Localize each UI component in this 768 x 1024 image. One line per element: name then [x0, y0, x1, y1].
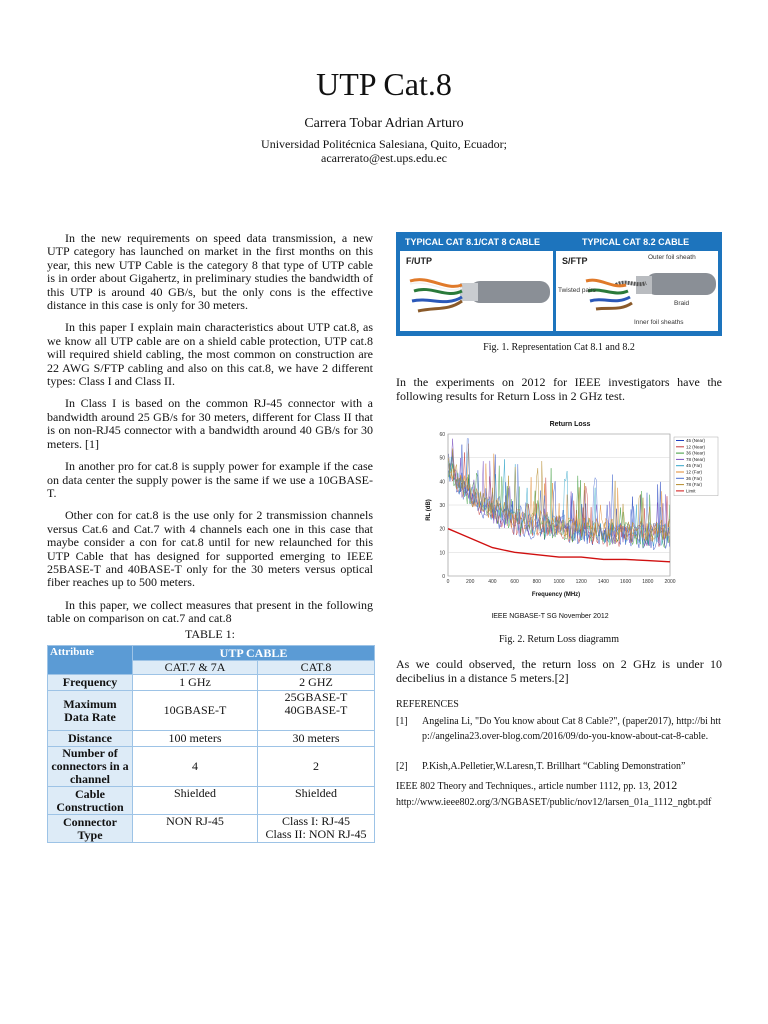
- y-tick-label: 50: [439, 455, 445, 462]
- reference-continuation: [396, 778, 722, 794]
- col-cat8-header: CAT.8: [258, 661, 375, 675]
- reference-source: IEEE 802 Theory and Techniques., article number 1112, pp. 13,: [396, 781, 654, 792]
- value-line: 40GBASE-T: [284, 703, 348, 717]
- utp-cable-header: UTP CABLE: [133, 646, 375, 661]
- legend-entry: 78 (Near): [686, 456, 706, 462]
- value-cell: [258, 691, 375, 731]
- table-row: [48, 747, 375, 787]
- x-tick-label: 1200: [575, 579, 587, 585]
- attr-cell: Distance: [48, 731, 133, 747]
- legend-entry: 12 (Near): [686, 444, 706, 450]
- fig1-label-left: TYPICAL CAT 8.1/CAT 8 CABLE: [405, 237, 541, 247]
- fig2-caption: Fig. 2. Return Loss diagramm: [499, 634, 619, 645]
- return-loss-chart: [420, 412, 720, 628]
- fig1-label-right: TYPICAL CAT 8.2 CABLE: [582, 237, 690, 247]
- col-cat7-header: CAT.7 & 7A: [133, 661, 258, 675]
- value-cell: Shielded: [258, 787, 375, 815]
- legend-entry: 45 (Far): [686, 463, 703, 469]
- reference-year: 2012: [653, 778, 678, 792]
- attr-cell: Number of connectors in a channel: [48, 747, 133, 787]
- reference-text[interactable]: Angelina Li, "Do You know about Cat 8 Cable?", (paper2017), http://bi http://angelina23.over-blog.com/2016/09/do-you-know-about-cat-8-cable.: [422, 716, 721, 742]
- reference-number: [2]: [396, 761, 408, 772]
- author-name: Carrera Tobar Adrian Arturo: [304, 116, 464, 131]
- chart-x-axis-label: Frequency (MHz): [531, 592, 581, 598]
- observation-paragraph: As we could observed, the return loss on 2 GHz is under 10 decibelius in a distance 5 meters.[2]: [396, 657, 722, 685]
- chart-title: Return Loss: [549, 421, 591, 428]
- attr-cell: Cable Construction: [48, 787, 133, 815]
- value-cell: 100 meters: [133, 731, 258, 747]
- value-cell: [258, 815, 375, 843]
- value-cell: 10GBASE-T: [133, 691, 258, 731]
- legend-entry: 36 (Near): [686, 450, 706, 456]
- reference-text: P.Kish,A.Pelletier,W.Laresn,T. Brillhart “Cabling Demonstration”: [422, 761, 686, 772]
- legend-entry: Limit: [686, 488, 696, 494]
- value-line: Class I: RJ-45: [281, 814, 350, 828]
- comparison-table: [47, 645, 375, 843]
- value-cell: Shielded: [133, 787, 258, 815]
- y-tick-label: 30: [439, 503, 445, 509]
- fig1-panel-sftp: [556, 251, 718, 331]
- y-tick-label: 20: [439, 526, 445, 533]
- value-cell: NON RJ-45: [133, 815, 258, 843]
- x-tick-label: 600: [510, 579, 519, 585]
- table-row: [48, 815, 375, 843]
- table-row: [48, 787, 375, 815]
- x-tick-label: 1000: [553, 579, 565, 585]
- chart-footer: IEEE NGBASE-T SG November 2012: [491, 613, 609, 620]
- legend-entry: 12 (Far): [686, 469, 703, 475]
- callout-braid: Braid: [674, 300, 690, 307]
- futp-tag: F/UTP: [406, 256, 432, 266]
- attr-cell: Maximum Data Rate: [48, 691, 133, 731]
- left-column-body: [47, 232, 373, 635]
- attr-cell: Connector Type: [48, 815, 133, 843]
- attribute-header: Attribute: [48, 646, 133, 675]
- value-cell: 30 meters: [258, 731, 375, 747]
- reference-url[interactable]: http://www.ieee802.org/3/NGBASET/public/nov12/larsen_01a_1112_ngbt.pdf: [396, 797, 712, 808]
- paragraph: In another pro for cat.8 is supply power for example if the case on data center the supply power is the same if we use a 10GBASE-T.: [47, 459, 373, 500]
- value-line: 25GBASE-T: [284, 690, 348, 704]
- value-line: Class II: NON RJ-45: [265, 827, 367, 841]
- table-caption: TABLE 1:: [184, 627, 236, 641]
- y-tick-label: 40: [439, 479, 445, 486]
- reference-item: [396, 714, 722, 744]
- paragraph: In the new requirements on speed data transmission, a new UTP category has launched on market in the first months on this year, this new UTP Cable is the category 8 that type of UTP cable is in order about Gigahertz, in preliminary studies the bandwidth of this UTP is around 40 GB/s, but the only cons is the effective distance in this case is only for 30 meters.: [47, 231, 373, 313]
- references-heading: REFERENCES: [396, 699, 459, 710]
- fig1-panel-futp: [400, 251, 553, 331]
- y-tick-label: 0: [442, 574, 445, 580]
- x-tick-label: 200: [466, 579, 475, 585]
- paper-title: UTP Cat.8: [316, 66, 452, 102]
- callout-outer-foil: Outer foil sheath: [648, 254, 696, 261]
- paragraph: In this paper I explain main characteristics about UTP cat.8, as we know all UTP cable are on a shield cable protection, UTP cat.8 will required shield cabling, the most common on construction are 22 AWG S/FTP cabling and also on this cat.8, we have 2 different types: Class I and Class II.: [47, 320, 373, 389]
- x-tick-label: 0: [446, 579, 450, 585]
- x-tick-label: 1400: [597, 579, 609, 585]
- x-tick-label: 800: [532, 579, 541, 585]
- legend-entry: 45 (Near): [686, 438, 706, 443]
- reference-item: [396, 759, 722, 774]
- value-cell: 2: [258, 747, 375, 787]
- sftp-tag: S/FTP: [562, 256, 588, 266]
- attr-cell: Frequency: [48, 675, 133, 691]
- callout-inner-foil: Inner foil sheaths: [634, 319, 684, 326]
- table-row: [48, 731, 375, 747]
- legend-entry: 36 (Far): [686, 475, 703, 481]
- experiment-paragraph: In the experiments on 2012 for IEEE investigators have the following results for Return Loss in 2 GHz test.: [396, 375, 722, 403]
- value-cell: 2 GHZ: [258, 675, 375, 691]
- value-cell: 1 GHz: [133, 675, 258, 691]
- y-tick-label: 60: [439, 432, 445, 438]
- callout-twisted-pairs: Twisted pairs: [558, 287, 596, 294]
- x-tick-label: 400: [488, 579, 497, 585]
- fig1-caption: Fig. 1. Representation Cat 8.1 and 8.2: [483, 342, 635, 353]
- cable-figure: [396, 232, 722, 336]
- value-cell: 4: [133, 747, 258, 787]
- paragraph: In this paper, we collect measures that present in the following table on comparison on cat.7 and cat.8: [47, 597, 373, 626]
- paragraph: In Class I is based on the common RJ-45 connector with a bandwidth around 25 GB/s for 30 meters, different for Class II that is on non-RJ45 connector with a bandwidth around 40 GB/s for 30 meters. [1]: [47, 396, 373, 451]
- table-row: [48, 691, 375, 731]
- author-email[interactable]: acarrerato@est.ups.edu.ec: [321, 151, 447, 165]
- affiliation: Universidad Politécnica Salesiana, Quito, Ecuador;: [261, 137, 507, 151]
- paragraph: Other con for cat.8 is the use only for 2 transmission channels versus Cat.6 and Cat.7 with 4 channels each one in this case that maybe consider a con for cat.8 until for new relaunched for this UTP Cable that has designed for supported emerging to IEEE 25BASE-T and 40BASE-T only for the 30 meters versus optical fiber reaches up to 500 meters.: [47, 508, 373, 590]
- table-row: [48, 675, 375, 691]
- x-tick-label: 1600: [620, 579, 632, 585]
- reference-number: [1]: [396, 716, 408, 727]
- x-tick-label: 2000: [664, 579, 676, 585]
- legend-entry: 78 (Far): [686, 482, 703, 488]
- chart-y-axis-label: RL (dB): [426, 499, 432, 521]
- y-tick-label: 10: [439, 550, 445, 557]
- x-tick-label: 1800: [642, 579, 654, 585]
